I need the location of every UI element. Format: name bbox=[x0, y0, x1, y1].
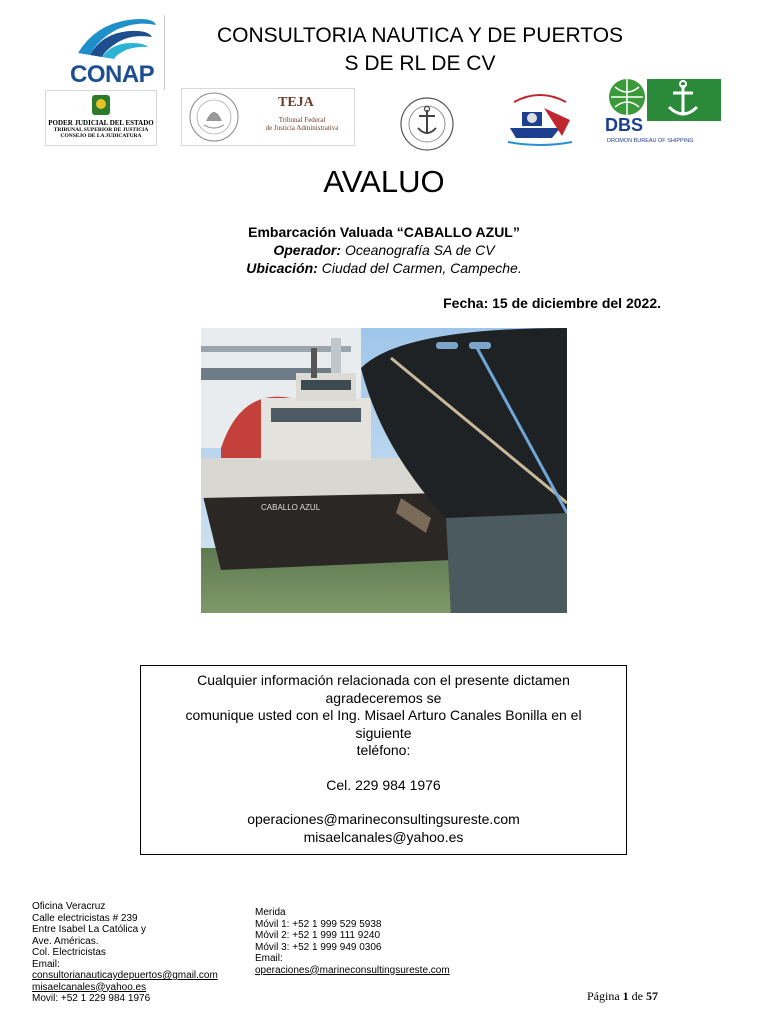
contact-phone: Cel. 229 984 1976 bbox=[326, 776, 441, 793]
dbs-emblem-icon bbox=[605, 75, 723, 145]
footer-left-line5: Col. Electricistas bbox=[32, 947, 106, 958]
company-title bbox=[170, 22, 670, 78]
footer-office-merida bbox=[255, 907, 450, 976]
footer-right-line5: Email: bbox=[255, 953, 283, 964]
dbs-subtitle: DROMON BUREAU OF SHIPPING bbox=[607, 138, 694, 144]
dbs-name: DBS bbox=[605, 115, 644, 135]
teja-subtitle-line2: de Justicia Administrativa bbox=[265, 124, 339, 132]
footer-right-line1: Merida bbox=[255, 907, 286, 918]
vessel-label: Embarcación Valuada bbox=[248, 224, 393, 240]
page-label: Página bbox=[587, 989, 620, 1003]
footer-left-phone: Movil: +52 1 229 984 1976 bbox=[32, 993, 151, 1004]
poder-judicial-line1: PODER JUDICIAL DEL ESTADO bbox=[48, 119, 154, 127]
operator-label: Operador: bbox=[273, 242, 342, 258]
footer-office-veracruz bbox=[32, 901, 218, 1005]
contact-line4: siguiente bbox=[355, 724, 412, 741]
contact-email-2[interactable]: misaelcanales@yahoo.es bbox=[303, 828, 464, 845]
footer-left-email-2[interactable]: misaelcanales@yahoo.es bbox=[32, 981, 147, 993]
footer-right-line3: Móvil 2: +52 1 999 111 9240 bbox=[255, 930, 380, 941]
teja-subtitle bbox=[252, 116, 352, 132]
footer-left-line3: Entre Isabel La Católica y bbox=[32, 924, 146, 935]
mexico-seal-icon bbox=[186, 91, 242, 143]
conap-wordmark: CONAP bbox=[70, 61, 155, 88]
footer-left-line4: Ave. Américas. bbox=[32, 935, 99, 947]
teja-logo bbox=[181, 88, 355, 146]
location-label: Ubicación: bbox=[246, 260, 318, 276]
poder-judicial-line2: TRIBUNAL SUPERIOR DE JUSTICIA bbox=[53, 127, 149, 133]
footer-left-line2: Calle electricistas # 239 bbox=[32, 912, 138, 924]
operator-line bbox=[0, 242, 768, 258]
teja-subtitle-line1: Tribunal Federal bbox=[278, 116, 326, 124]
footer-left-line1: Oficina Veracruz bbox=[32, 901, 106, 912]
poder-judicial-line3: CONSEJO DE LA JUDICATURA bbox=[60, 133, 142, 139]
contact-line1: Cualquier información relacionada con el presente dictamen bbox=[197, 672, 570, 688]
page-total: 57 bbox=[646, 989, 658, 1003]
vessel-photo bbox=[201, 328, 567, 613]
contact-info-box bbox=[140, 665, 627, 855]
document-date: Fecha: 15 de diciembre del 2022. bbox=[443, 295, 661, 311]
vessel-name: “CABALLO AZUL” bbox=[396, 224, 520, 240]
page-of: de bbox=[631, 989, 643, 1003]
footer-right-email[interactable]: operaciones@marineconsultingsureste.com bbox=[255, 964, 450, 976]
dbs-logo bbox=[605, 75, 723, 145]
autoridad-maritima-logo-icon bbox=[500, 90, 580, 148]
contact-email-1[interactable]: operaciones@marineconsultingsureste.com bbox=[247, 811, 520, 827]
teja-name: TEJA bbox=[278, 95, 314, 110]
company-title-line2: S DE RL DE CV bbox=[344, 52, 496, 75]
document-heading: AVALUO bbox=[323, 164, 445, 199]
footer-left-line6: Email: bbox=[32, 958, 60, 970]
company-title-line1: CONSULTORIA NAUTICA Y DE PUERTOS bbox=[216, 24, 624, 47]
bureau-shipping-seal-icon bbox=[398, 96, 456, 152]
vessel-line bbox=[0, 224, 768, 240]
photo-hull-text: CABALLO AZUL bbox=[261, 503, 321, 512]
contact-line3: comunique usted con el Ing. Misael Arturo Canales Bonilla en el bbox=[185, 707, 582, 723]
footer-left-email-1[interactable]: consultorianauticaydepuertos@gmail.com bbox=[32, 970, 218, 981]
location-line bbox=[0, 260, 768, 276]
page-number bbox=[587, 989, 658, 1004]
location-value: Ciudad del Carmen, Campeche. bbox=[321, 260, 522, 276]
operator-value: Oceanografía SA de CV bbox=[344, 242, 495, 258]
page-current: 1 bbox=[622, 989, 629, 1003]
footer-right-line2: Móvil 1: +52 1 999 529 5938 bbox=[255, 918, 382, 930]
poder-judicial-emblem-icon bbox=[91, 94, 111, 116]
conap-wave-icon bbox=[68, 15, 158, 61]
footer-right-line4: Móvil 3: +52 1 999 949 0306 bbox=[255, 941, 382, 953]
contact-line2: agradeceremos se bbox=[325, 689, 442, 706]
poder-judicial-logo bbox=[45, 90, 157, 146]
conap-logo bbox=[68, 15, 165, 90]
contact-line5: teléfono: bbox=[356, 742, 411, 758]
